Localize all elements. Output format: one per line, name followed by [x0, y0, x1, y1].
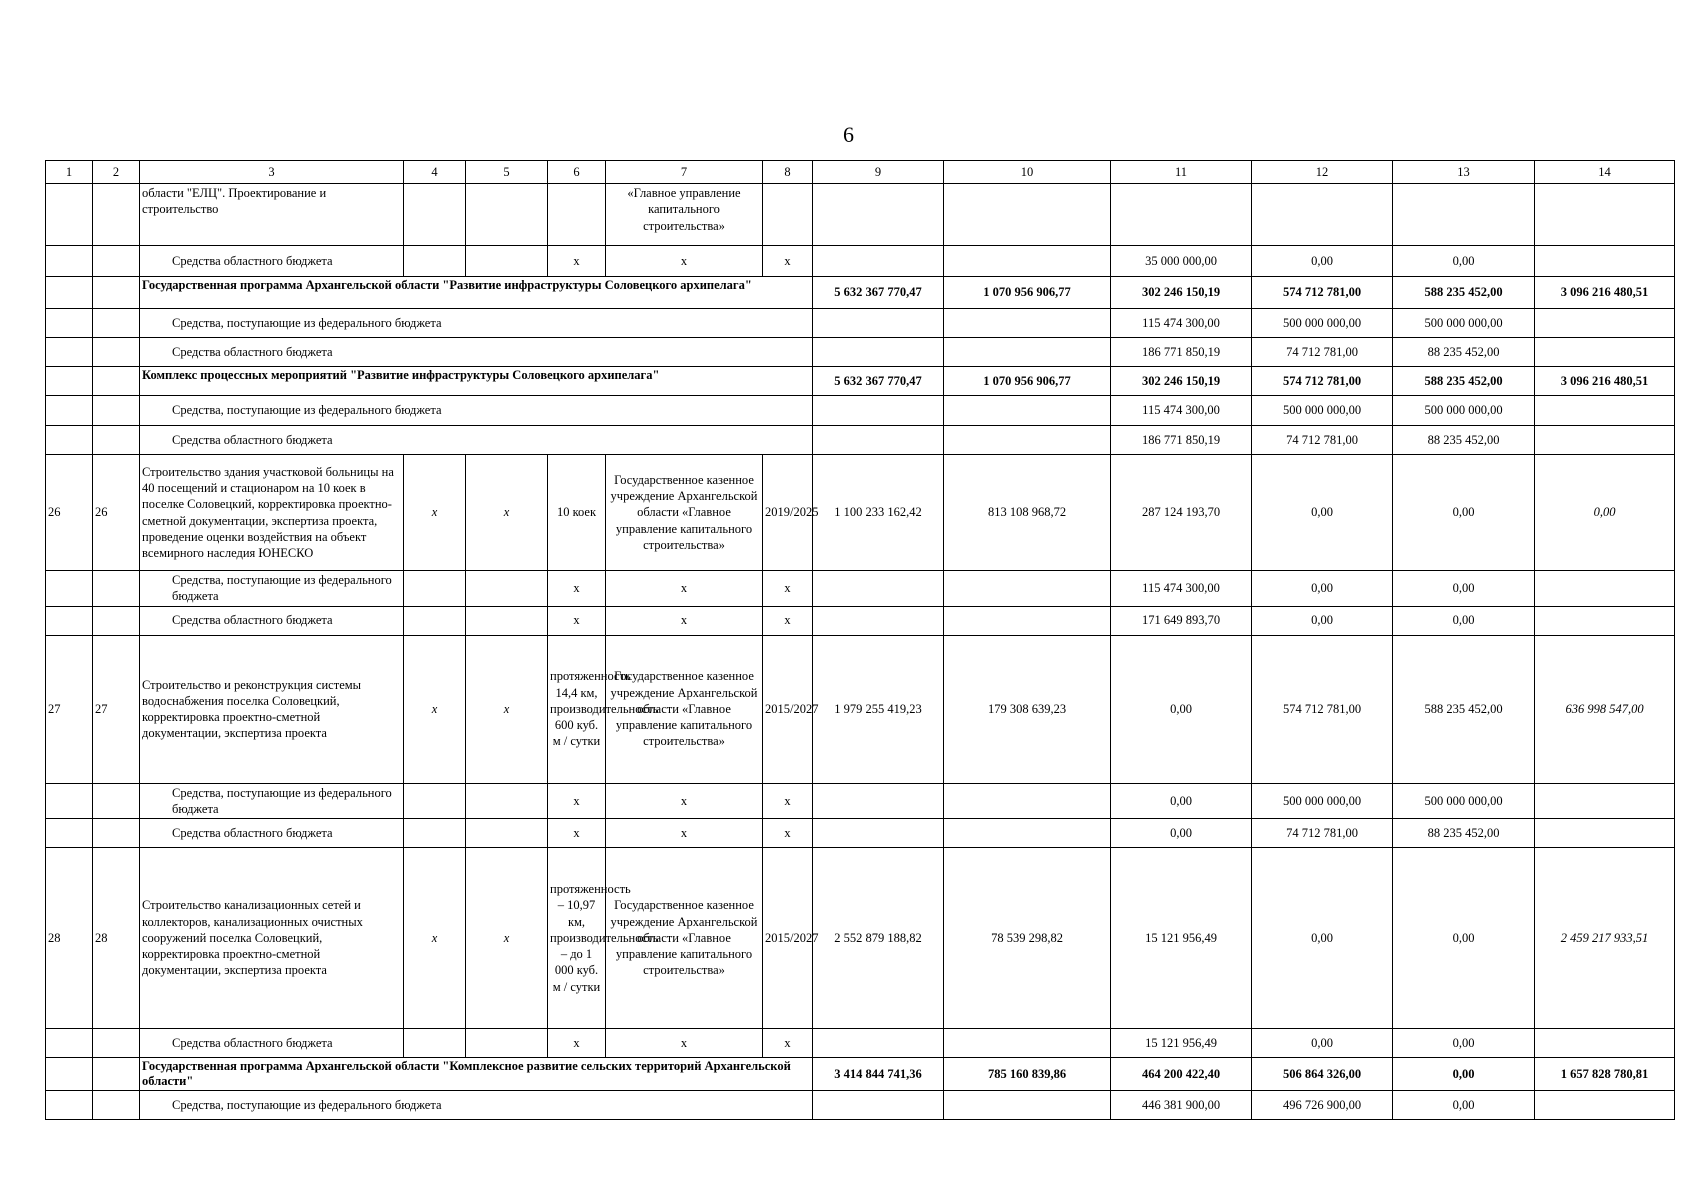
- header-cell: 9: [813, 161, 944, 184]
- capacity-cell: протяженность – 10,97 км, производительность – до 1 000 куб. м / сутки: [548, 848, 606, 1029]
- table-row: [46, 426, 1675, 455]
- budget-table: [45, 160, 1675, 1120]
- funding-source: Средства, поступающие из федерального бюджета: [140, 309, 813, 338]
- value-cell: 1 100 233 162,42: [813, 455, 944, 571]
- x-mark: x: [548, 819, 606, 848]
- x-mark: x: [404, 848, 466, 1029]
- row-number: 27: [93, 635, 140, 783]
- x-mark: x: [606, 783, 763, 819]
- funding-source: Средства областного бюджета: [140, 426, 813, 455]
- value-cell: 5 632 367 770,47: [813, 277, 944, 309]
- value-cell: 186 771 850,19: [1111, 426, 1252, 455]
- value-cell: 574 712 781,00: [1252, 277, 1393, 309]
- value-cell: 74 712 781,00: [1252, 338, 1393, 367]
- table-row: [46, 1029, 1675, 1058]
- x-mark: x: [404, 635, 466, 783]
- table-row: [46, 1091, 1675, 1120]
- value-cell: 500 000 000,00: [1252, 396, 1393, 426]
- value-cell: 302 246 150,19: [1111, 367, 1252, 396]
- capacity-cell: протяженность 14,4 км, производительность 600 куб. м / сутки: [548, 635, 606, 783]
- value-cell: 74 712 781,00: [1252, 426, 1393, 455]
- value-cell: 785 160 839,86: [944, 1058, 1111, 1091]
- table-row: [46, 309, 1675, 338]
- x-mark: x: [548, 571, 606, 607]
- value-cell: 88 235 452,00: [1393, 338, 1535, 367]
- table-row: [46, 396, 1675, 426]
- object-name: Строительство канализационных сетей и коллекторов, канализационных очистных сооружений поселка Соловецкий, корректировка проектно-сметной документации, экспертиза проекта: [140, 848, 404, 1029]
- capacity-cell: 10 коек: [548, 455, 606, 571]
- value-cell: 78 539 298,82: [944, 848, 1111, 1029]
- value-cell: 186 771 850,19: [1111, 338, 1252, 367]
- header-cell: 10: [944, 161, 1111, 184]
- value-cell: 500 000 000,00: [1252, 309, 1393, 338]
- x-mark: x: [763, 246, 813, 277]
- value-cell: 506 864 326,00: [1252, 1058, 1393, 1091]
- contractor-cell: «Главное управление капитального строительства»: [606, 184, 763, 246]
- row-number: 28: [46, 848, 93, 1029]
- table-row: [46, 184, 1675, 246]
- value-cell: 115 474 300,00: [1111, 571, 1252, 607]
- value-cell: 302 246 150,19: [1111, 277, 1252, 309]
- value-cell: 0,00: [1252, 571, 1393, 607]
- x-mark: x: [466, 635, 548, 783]
- program-row: [46, 367, 1675, 396]
- value-cell: 0,00: [1111, 819, 1252, 848]
- table-row: [46, 848, 1675, 1029]
- value-cell: 500 000 000,00: [1393, 783, 1535, 819]
- value-cell: 446 381 900,00: [1111, 1091, 1252, 1120]
- value-cell: 0,00: [1393, 246, 1535, 277]
- value-cell: 287 124 193,70: [1111, 455, 1252, 571]
- header-cell: 12: [1252, 161, 1393, 184]
- value-cell: 574 712 781,00: [1252, 367, 1393, 396]
- value-cell: 115 474 300,00: [1111, 396, 1252, 426]
- funding-source: Средства, поступающие из федерального бюджета: [140, 1091, 813, 1120]
- x-mark: x: [763, 819, 813, 848]
- value-cell: 0,00: [1393, 1058, 1535, 1091]
- contractor-cell: Государственное казенное учреждение Архангельской области «Главное управление капитального строительства»: [606, 635, 763, 783]
- header-cell: 2: [93, 161, 140, 184]
- x-mark: x: [763, 1029, 813, 1058]
- value-cell: 15 121 956,49: [1111, 848, 1252, 1029]
- contractor-cell: Государственное казенное учреждение Архангельской области «Главное управление капитального строительства»: [606, 848, 763, 1029]
- value-cell: 1 979 255 419,23: [813, 635, 944, 783]
- table-row: [46, 783, 1675, 819]
- x-mark: x: [763, 571, 813, 607]
- value-cell: 588 235 452,00: [1393, 367, 1535, 396]
- page-number: 6: [843, 122, 854, 147]
- funding-source: Средства областного бюджета: [140, 338, 813, 367]
- value-cell: 588 235 452,00: [1393, 277, 1535, 309]
- x-mark: x: [404, 455, 466, 571]
- x-mark: x: [466, 848, 548, 1029]
- value-cell: 0,00: [1252, 848, 1393, 1029]
- row-number: 28: [93, 848, 140, 1029]
- program-row: [46, 1058, 1675, 1091]
- value-cell: 2 459 217 933,51: [1535, 848, 1675, 1029]
- value-cell: 464 200 422,40: [1111, 1058, 1252, 1091]
- funding-source: Средства областного бюджета: [140, 606, 404, 635]
- x-mark: x: [606, 571, 763, 607]
- x-mark: x: [548, 606, 606, 635]
- funding-source: Средства, поступающие из федерального бюджета: [140, 396, 813, 426]
- funding-source: Средства областного бюджета: [140, 819, 404, 848]
- value-cell: 0,00: [1111, 783, 1252, 819]
- table-row: [46, 455, 1675, 571]
- value-cell: 588 235 452,00: [1393, 635, 1535, 783]
- period-cell: 2015/2027: [763, 848, 813, 1029]
- value-cell: 0,00: [1393, 1029, 1535, 1058]
- value-cell: 0,00: [1252, 455, 1393, 571]
- header-cell: 3: [140, 161, 404, 184]
- value-cell: 500 000 000,00: [1393, 396, 1535, 426]
- x-mark: x: [466, 455, 548, 571]
- value-cell: 179 308 639,23: [944, 635, 1111, 783]
- table-row: [46, 606, 1675, 635]
- header-row: [46, 161, 1675, 184]
- value-cell: 0,00: [1252, 1029, 1393, 1058]
- value-cell: 500 000 000,00: [1393, 309, 1535, 338]
- value-cell: 115 474 300,00: [1111, 309, 1252, 338]
- value-cell: 574 712 781,00: [1252, 635, 1393, 783]
- value-cell: 74 712 781,00: [1252, 819, 1393, 848]
- value-cell: 0,00: [1393, 1091, 1535, 1120]
- value-cell: 3 414 844 741,36: [813, 1058, 944, 1091]
- value-cell: 1 070 956 906,77: [944, 277, 1111, 309]
- table-row: [46, 819, 1675, 848]
- x-mark: x: [548, 783, 606, 819]
- x-mark: x: [606, 819, 763, 848]
- value-cell: 0,00: [1393, 571, 1535, 607]
- x-mark: x: [548, 246, 606, 277]
- x-mark: x: [606, 606, 763, 635]
- value-cell: 88 235 452,00: [1393, 819, 1535, 848]
- value-cell: 496 726 900,00: [1252, 1091, 1393, 1120]
- row-number: 27: [46, 635, 93, 783]
- table-row: [46, 571, 1675, 607]
- value-cell: 171 649 893,70: [1111, 606, 1252, 635]
- x-mark: x: [606, 1029, 763, 1058]
- value-cell: 636 998 547,00: [1535, 635, 1675, 783]
- table-row: [46, 635, 1675, 783]
- funding-source: Средства, поступающие из федерального бюджета: [140, 571, 404, 607]
- header-cell: 13: [1393, 161, 1535, 184]
- row-number: 26: [46, 455, 93, 571]
- value-cell: 813 108 968,72: [944, 455, 1111, 571]
- x-mark: x: [763, 783, 813, 819]
- value-cell: 0,00: [1252, 606, 1393, 635]
- x-mark: x: [763, 606, 813, 635]
- row-number: 26: [93, 455, 140, 571]
- value-cell: 0,00: [1535, 455, 1675, 571]
- x-mark: x: [548, 1029, 606, 1058]
- program-row: [46, 277, 1675, 309]
- funding-source: Средства областного бюджета: [140, 1029, 404, 1058]
- value-cell: 1 070 956 906,77: [944, 367, 1111, 396]
- period-cell: 2015/2027: [763, 635, 813, 783]
- header-cell: 5: [466, 161, 548, 184]
- header-cell: 6: [548, 161, 606, 184]
- value-cell: 0,00: [1252, 246, 1393, 277]
- value-cell: 3 096 216 480,51: [1535, 277, 1675, 309]
- object-name: Строительство и реконструкция системы водоснабжения поселка Соловецкий, корректировка проектно-сметной документации, экспертиза проекта: [140, 635, 404, 783]
- value-cell: 2 552 879 188,82: [813, 848, 944, 1029]
- header-cell: 14: [1535, 161, 1675, 184]
- header-cell: 8: [763, 161, 813, 184]
- value-cell: 500 000 000,00: [1252, 783, 1393, 819]
- x-mark: x: [606, 246, 763, 277]
- header-cell: 11: [1111, 161, 1252, 184]
- table-row: [46, 246, 1675, 277]
- value-cell: 0,00: [1393, 848, 1535, 1029]
- value-cell: 1 657 828 780,81: [1535, 1058, 1675, 1091]
- header-cell: 7: [606, 161, 763, 184]
- header-cell: 4: [404, 161, 466, 184]
- value-cell: 15 121 956,49: [1111, 1029, 1252, 1058]
- period-cell: 2019/2025: [763, 455, 813, 571]
- contractor-cell: Государственное казенное учреждение Архангельской области «Главное управление капитального строительства»: [606, 455, 763, 571]
- value-cell: 3 096 216 480,51: [1535, 367, 1675, 396]
- value-cell: 88 235 452,00: [1393, 426, 1535, 455]
- value-cell: 0,00: [1111, 635, 1252, 783]
- object-name: области "ЕЛЦ". Проектирование и строительство: [140, 184, 404, 246]
- object-name: Строительство здания участковой больницы на 40 посещений и стационаром на 10 коек в поселке Соловецкий, корректировка проектно-сметной документации, экспертиза проекта, проведение оценки воздействия на объект всемирного наследия ЮНЕСКО: [140, 455, 404, 571]
- program-title: Государственная программа Архангельской области "Комплексное развитие сельских территорий Архангельской области": [140, 1058, 813, 1091]
- value-cell: 0,00: [1393, 606, 1535, 635]
- program-title: Государственная программа Архангельской области "Развитие инфраструктуры Соловецкого архипелага": [140, 277, 813, 309]
- funding-source: Средства областного бюджета: [140, 246, 404, 277]
- value-cell: 0,00: [1393, 455, 1535, 571]
- table-row: [46, 338, 1675, 367]
- funding-source: Средства, поступающие из федерального бюджета: [140, 783, 404, 819]
- complex-title: Комплекс процессных мероприятий "Развитие инфраструктуры Соловецкого архипелага": [140, 367, 813, 396]
- header-cell: 1: [46, 161, 93, 184]
- value-cell: 35 000 000,00: [1111, 246, 1252, 277]
- value-cell: 5 632 367 770,47: [813, 367, 944, 396]
